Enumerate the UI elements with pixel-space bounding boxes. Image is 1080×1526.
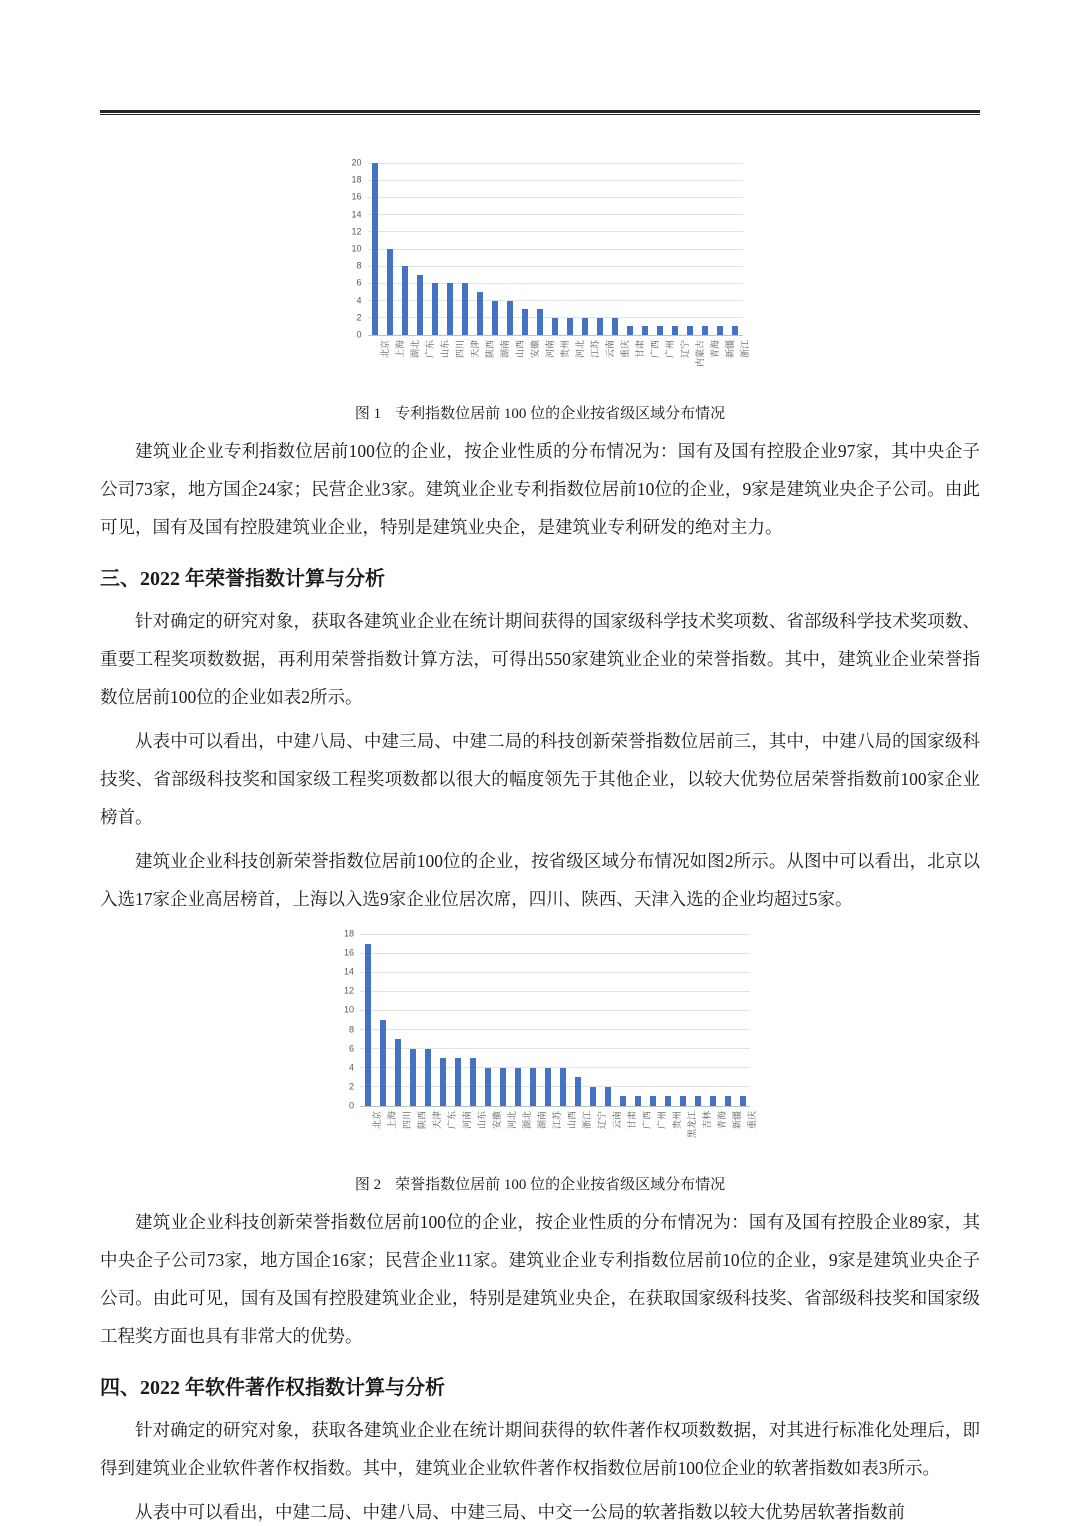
bar-湖南 — [530, 1068, 536, 1106]
bar-slot — [443, 283, 458, 335]
bars-container — [360, 934, 750, 1106]
x-axis-tick-label: 四川 — [402, 1111, 413, 1130]
x-axis-tick-label: 湖南 — [500, 340, 510, 359]
y-axis-tick-label: 6 — [348, 1043, 354, 1054]
x-axis-tick-label: 青海 — [710, 340, 720, 359]
bar-黑龙江 — [680, 1096, 686, 1106]
x-axis-tick-label: 广西 — [650, 340, 660, 359]
bar-slot — [713, 326, 728, 335]
bar-云南 — [605, 1087, 611, 1106]
x-axis-tick-label: 新疆 — [725, 340, 735, 359]
section-heading-software-copyright: 四、2022 年软件著作权指数计算与分析 — [100, 1377, 445, 1399]
paragraph-honor-region: 建筑业企业科技创新荣誉指数位居前100位的企业，按省级区域分布情况如图2所示。从图中可以看出，北京以入选17家企业高居榜首，上海以入选9家企业位居次席，四川、陕西、天津入选的企业均超过5家。 — [100, 851, 980, 909]
bar-内蒙古 — [687, 326, 693, 335]
bar-广西 — [642, 326, 648, 335]
bar-slot — [398, 266, 413, 335]
bar-重庆 — [612, 318, 618, 335]
bar-陕西 — [410, 1049, 416, 1106]
y-axis-tick-label: 2 — [348, 1081, 354, 1092]
bar-slot — [480, 1068, 495, 1106]
x-axis-tick-label: 新疆 — [732, 1111, 743, 1130]
bar-浙江 — [732, 326, 738, 335]
x-axis-tick-label: 安徽 — [530, 340, 540, 359]
bar-天津 — [462, 283, 468, 335]
bar-slot — [540, 1068, 555, 1106]
x-axis-tick-label: 吉林 — [702, 1111, 713, 1130]
bar-辽宁 — [590, 1087, 596, 1106]
bar-slot — [690, 1096, 705, 1106]
bar-重庆 — [740, 1096, 746, 1106]
x-axis-tick-label: 安徽 — [492, 1111, 503, 1130]
bar-湖南 — [492, 301, 498, 335]
y-axis-tick-label: 6 — [356, 277, 362, 288]
bar-北京 — [372, 163, 378, 335]
chart-plot-area — [351, 157, 743, 340]
x-axis-tick-label: 河北 — [575, 340, 585, 359]
x-axis-tick-label: 广西 — [642, 1111, 653, 1130]
x-axis-tick-label: 内蒙古 — [695, 340, 705, 368]
bar-slot — [683, 326, 698, 335]
bar-江苏 — [545, 1068, 551, 1106]
x-axis-tick-label: 四川 — [455, 340, 465, 359]
bar-山西 — [560, 1068, 566, 1106]
bar-山东 — [470, 1058, 476, 1106]
x-axis-tick-label: 山西 — [567, 1111, 578, 1130]
paragraph-software-method: 针对确定的研究对象，获取各建筑业企业在统计期间获得的软件著作权项数数据，对其进行标准化处理后，即得到建筑业企业软件著作权指数。其中，建筑业企业软件著作权指数位居前100位企业的软著指数如表3所示。 — [100, 1420, 980, 1478]
bar-广西 — [635, 1096, 641, 1106]
bar-slot — [660, 1096, 675, 1106]
bar-slot — [675, 1096, 690, 1106]
bar-slot — [608, 318, 623, 335]
x-axis-tick-label: 甘肃 — [627, 1111, 638, 1130]
bar-安徽 — [522, 309, 528, 335]
header-rule — [100, 110, 980, 115]
bar-贵州 — [552, 318, 558, 335]
bar-slot — [405, 1049, 420, 1106]
bar-甘肃 — [620, 1096, 626, 1106]
x-axis-tick-label: 河南 — [545, 340, 555, 359]
bar-slot — [510, 1068, 525, 1106]
x-axis-tick-label: 浙江 — [740, 340, 750, 359]
x-axis-tick-label: 辽宁 — [680, 340, 690, 359]
x-axis-labels — [360, 1109, 758, 1163]
bar-湖北 — [515, 1068, 521, 1106]
figure1-caption — [100, 402, 980, 426]
bar-slot — [525, 1068, 540, 1106]
x-axis-tick-label: 甘肃 — [635, 340, 645, 359]
bar-河北 — [567, 318, 573, 335]
x-axis-tick-label: 湖南 — [537, 1111, 548, 1130]
bar-山西 — [507, 301, 513, 335]
bar-slot — [653, 326, 668, 335]
bar-slot — [720, 1096, 735, 1106]
bar-slot — [495, 1068, 510, 1106]
bar-广东 — [417, 275, 423, 335]
x-axis-tick-label: 贵州 — [560, 340, 570, 359]
x-axis-tick-label: 湖北 — [522, 1111, 533, 1130]
bar-slot — [458, 283, 473, 335]
bar-陕西 — [477, 292, 483, 335]
x-axis-tick-label: 山东 — [477, 1111, 488, 1130]
bar-河南 — [537, 309, 543, 335]
x-axis-tick-label: 上海 — [387, 1111, 398, 1130]
x-axis-tick-label: 北京 — [380, 340, 390, 359]
y-axis-tick-label: 12 — [343, 985, 354, 996]
y-axis-tick-label: 8 — [356, 260, 362, 271]
bar-湖北 — [402, 266, 408, 335]
bar-青海 — [710, 1096, 716, 1106]
bar-云南 — [597, 318, 603, 335]
paragraph-honor-method: 针对确定的研究对象，获取各建筑业企业在统计期间获得的国家级科学技术奖项数、省部级科学技术奖项数、重要工程奖项数数据，再利用荣誉指数计算方法，可得出550家建筑业企业的荣誉指数。其中，建筑业企业荣誉指数位居前100位的企业如表2所示。 — [100, 611, 980, 707]
x-axis-tick-label: 山东 — [440, 340, 450, 359]
bar-slot — [578, 318, 593, 335]
x-axis-tick-label: 江苏 — [590, 340, 600, 359]
x-axis-tick-label: 黑龙江 — [687, 1111, 698, 1139]
figure2-bar-chart — [343, 928, 758, 1163]
y-axis-tick-label: 4 — [348, 1062, 354, 1073]
y-axis-tick-label: 20 — [351, 157, 362, 168]
paragraph-honor-top3: 从表中可以看出，中建八局、中建三局、中建二局的科技创新荣誉指数位居前三，其中，中建八局的国家级科技奖、省部级科技奖和国家级工程奖项数都以很大的幅度领先于其他企业，以较大优势位居荣誉指数前100家企业榜首。 — [100, 731, 980, 827]
bar-四川 — [395, 1039, 401, 1106]
x-axis-tick-label: 广东 — [425, 340, 435, 359]
x-axis-tick-label: 山西 — [515, 340, 525, 359]
bar-贵州 — [665, 1096, 671, 1106]
x-axis-tick-label: 天津 — [432, 1111, 443, 1130]
x-axis-tick-label: 江苏 — [552, 1111, 563, 1130]
x-axis-tick-label: 广州 — [665, 340, 675, 359]
x-axis-tick-label: 陕西 — [485, 340, 495, 359]
y-axis-tick-label: 16 — [343, 947, 354, 958]
bar-slot — [503, 301, 518, 335]
bar-slot — [368, 163, 383, 335]
bar-slot — [435, 1058, 450, 1106]
bar-河南 — [455, 1058, 461, 1106]
x-axis-tick-label: 天津 — [470, 340, 480, 359]
bar-新疆 — [725, 1096, 731, 1106]
y-axis-tick-label: 8 — [348, 1024, 354, 1035]
bar-新疆 — [717, 326, 723, 335]
bars-container — [368, 163, 743, 335]
x-axis-tick-label: 陕西 — [417, 1111, 428, 1130]
y-axis-tick-label: 14 — [343, 966, 354, 977]
bar-slot — [698, 326, 713, 335]
bar-slot — [533, 309, 548, 335]
bar-slot — [450, 1058, 465, 1106]
bar-slot — [638, 326, 653, 335]
bar-四川 — [447, 283, 453, 335]
y-axis-tick-label: 0 — [348, 1100, 354, 1111]
bar-北京 — [365, 944, 371, 1106]
chart-plot-area — [343, 928, 750, 1111]
bar-广州 — [650, 1096, 656, 1106]
bar-slot — [623, 326, 638, 335]
x-axis-tick-label: 青海 — [717, 1111, 728, 1130]
y-axis-tick-label: 18 — [343, 928, 354, 939]
x-axis-tick-label: 广州 — [657, 1111, 668, 1130]
bar-slot — [585, 1087, 600, 1106]
y-axis-tick-label: 18 — [351, 174, 362, 185]
bar-slot — [615, 1096, 630, 1106]
bar-slot — [593, 318, 608, 335]
figure1-caption-text: 专利指数位居前 100 位的企业按省级区域分布情况 — [395, 406, 726, 422]
section-heading-honor-index: 三、2022 年荣誉指数计算与分析 — [100, 568, 385, 590]
bar-天津 — [425, 1049, 431, 1106]
y-axis-tick-label: 16 — [351, 191, 362, 202]
x-axis-tick-label: 辽宁 — [597, 1111, 608, 1130]
bar-slot — [705, 1096, 720, 1106]
x-axis-tick-label: 湖北 — [410, 340, 420, 359]
bar-安徽 — [485, 1068, 491, 1106]
bar-slot — [488, 301, 503, 335]
bar-slot — [383, 249, 398, 335]
x-axis-tick-label: 浙江 — [582, 1111, 593, 1130]
bar-山东 — [432, 283, 438, 335]
x-axis-tick-label: 云南 — [612, 1111, 623, 1130]
bar-slot — [473, 292, 488, 335]
x-axis-tick-label: 河南 — [462, 1111, 473, 1130]
bar-上海 — [387, 249, 393, 335]
y-axis-tick-label: 0 — [356, 329, 362, 340]
bar-广东 — [440, 1058, 446, 1106]
bar-slot — [668, 326, 683, 335]
figure2-caption-label: 图 2 — [354, 1177, 382, 1193]
y-axis-tick-label: 10 — [351, 243, 362, 254]
paragraph-software-top: 从表中可以看出，中建二局、中建八局、中建三局、中交一公局的软著指数以较大优势居软著指数前 — [135, 1502, 905, 1522]
bar-slot — [630, 1096, 645, 1106]
bar-slot — [428, 283, 443, 335]
bar-slot — [735, 1096, 750, 1106]
figure2-caption-text: 荣誉指数位居前 100 位的企业按省级区域分布情况 — [395, 1177, 726, 1193]
bar-slot — [360, 944, 375, 1106]
paragraph-patent-ownership: 建筑业企业专利指数位居前100位的企业，按企业性质的分布情况为：国有及国有控股企业97家，其中央企子公司73家，地方国企24家；民营企业3家。建筑业企业专利指数位居前10位的企业，9家是建筑业央企子公司。由此可见，国有及国有控股建筑业企业，特别是建筑业央企，是建筑业专利研发的绝对主力。 — [100, 441, 980, 537]
bar-slot — [728, 326, 743, 335]
bar-slot — [645, 1096, 660, 1106]
bar-slot — [548, 318, 563, 335]
x-axis-tick-label: 云南 — [605, 340, 615, 359]
x-axis-tick-label: 北京 — [372, 1111, 383, 1130]
bar-辽宁 — [672, 326, 678, 335]
bar-slot — [375, 1020, 390, 1106]
figure2 — [100, 928, 980, 1163]
bar-青海 — [702, 326, 708, 335]
figure1-caption-label: 图 1 — [354, 406, 382, 422]
y-axis-tick-label: 2 — [356, 312, 362, 323]
bar-河北 — [500, 1068, 506, 1106]
bar-吉林 — [695, 1096, 701, 1106]
x-axis-tick-label: 重庆 — [620, 340, 630, 359]
bar-slot — [465, 1058, 480, 1106]
y-axis-tick-label: 14 — [351, 209, 362, 220]
bar-上海 — [380, 1020, 386, 1106]
figure1-bar-chart — [351, 157, 750, 392]
x-axis-tick-label: 贵州 — [672, 1111, 683, 1130]
bar-江苏 — [582, 318, 588, 335]
bar-slot — [413, 275, 428, 335]
bar-广州 — [657, 326, 663, 335]
y-axis-tick-label: 4 — [356, 295, 362, 306]
bar-slot — [600, 1087, 615, 1106]
x-axis-tick-label: 重庆 — [747, 1111, 758, 1130]
x-axis-tick-label: 河北 — [507, 1111, 518, 1130]
y-axis-tick-label: 10 — [343, 1004, 354, 1015]
bar-slot — [563, 318, 578, 335]
bar-甘肃 — [627, 326, 633, 335]
figure1 — [100, 157, 980, 392]
x-axis-tick-label: 广东 — [447, 1111, 458, 1130]
bar-slot — [390, 1039, 405, 1106]
bar-slot — [420, 1049, 435, 1106]
x-axis-labels — [368, 338, 750, 392]
bar-slot — [518, 309, 533, 335]
y-axis-tick-label: 12 — [351, 226, 362, 237]
figure2-caption — [100, 1173, 980, 1197]
paragraph-honor-ownership: 建筑业企业科技创新荣誉指数位居前100位的企业，按企业性质的分布情况为：国有及国有控股企业89家，其中央企子公司73家，地方国企16家；民营企业11家。建筑业企业专利指数位居前10位的企业，9家是建筑业央企子公司。由此可见，国有及国有控股建筑业企业，特别是建筑业央企，在获取国家级科技奖、省部级科技奖和国家级工程奖方面也具有非常大的优势。 — [100, 1212, 980, 1346]
bar-浙江 — [575, 1077, 581, 1106]
bar-slot — [570, 1077, 585, 1106]
bar-slot — [555, 1068, 570, 1106]
x-axis-tick-label: 上海 — [395, 340, 405, 359]
